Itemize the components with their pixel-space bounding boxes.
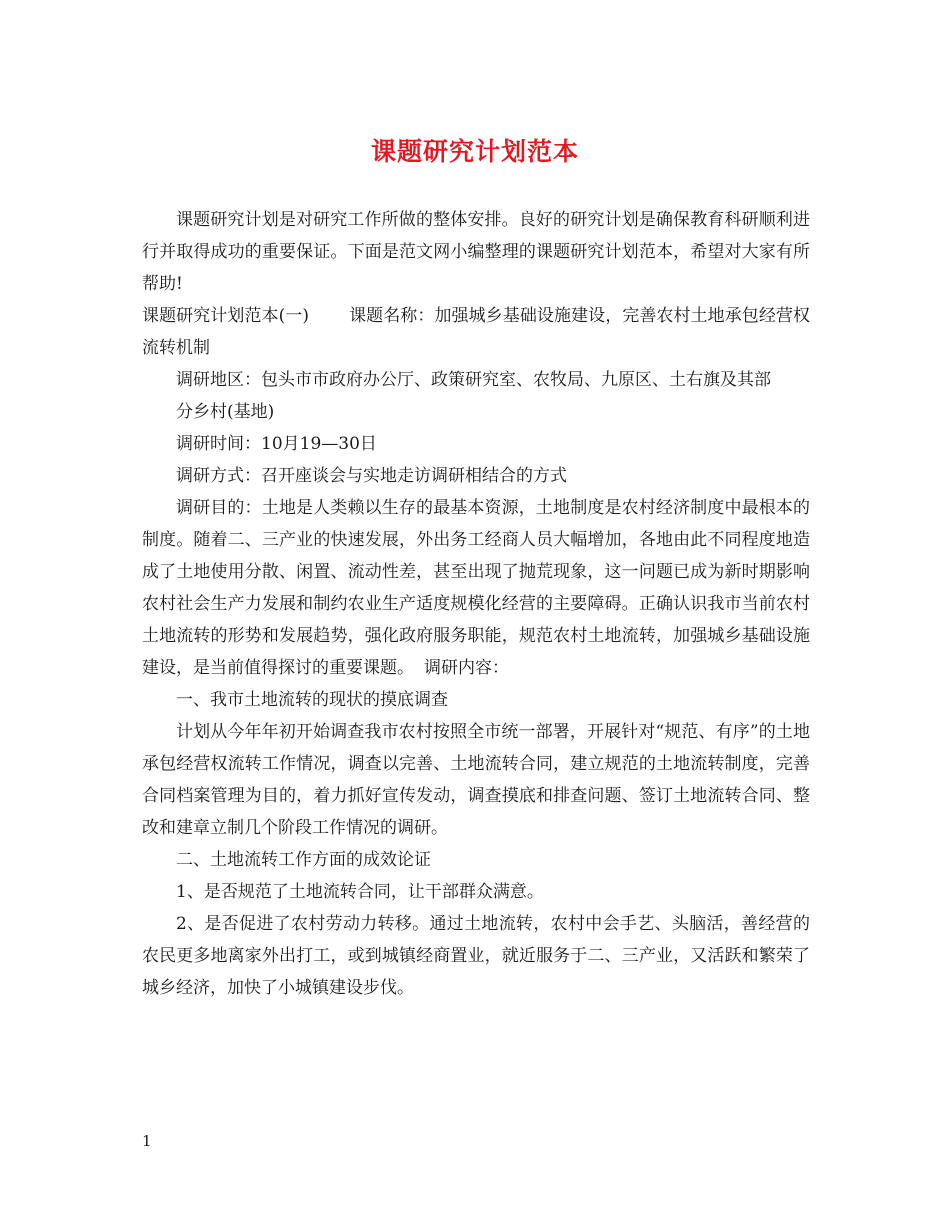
list-item: 2、是否促进了农村劳动力转移。通过土地流转，农村中会手艺、头脑活，善经营的农民更多地离家外出打工，或到城镇经商置业，就近服务于二、三产业，又活跃和繁荣了城乡经济，加快了小城镇建设步伐。 bbox=[142, 914, 810, 998]
section1-title: 一、我市土地流转的现状的摸底调查 bbox=[176, 690, 448, 710]
section2-title: 二、土地流转工作方面的成效论证 bbox=[176, 850, 431, 870]
time-paragraph: 调研时间：10月19—30日 bbox=[176, 434, 377, 454]
page-title: 课题研究计划范本 bbox=[370, 137, 579, 166]
document-body bbox=[142, 204, 810, 1004]
list-item: 1、是否规范了土地流转合同，让干部群众满意。 bbox=[176, 882, 544, 902]
sample-heading-paragraph bbox=[142, 300, 810, 364]
purpose-paragraph bbox=[142, 492, 810, 684]
page-number: 1 bbox=[142, 1132, 152, 1150]
section1-body: 计划从今年年初开始调查我市农村按照全市统一部署，开展针对“规范、有序”的土地承包经营权流转工作情况，调查以完善、土地流转合同，建立规范的土地流转制度，完善合同档案管理为目的，着力抓好宣传发动，调查摸底和排查问题、签订土地流转合同、整改和建章立制几个阶段工作情况的调研。 bbox=[142, 722, 810, 838]
sample-label: 课题研究计划范本(一) bbox=[142, 306, 310, 326]
region-paragraph: 调研地区：包头市市政府办公厅、政策研究室、农牧局、九原区、土右旗及其部 bbox=[176, 370, 771, 390]
region-continuation: 分乡村(基地) bbox=[176, 402, 275, 422]
method-paragraph: 调研方式：召开座谈会与实地走访调研相结合的方式 bbox=[176, 466, 567, 486]
intro-paragraph: 课题研究计划是对研究工作所做的整体安排。良好的研究计划是确保教育科研顺利进行并取得成功的重要保证。下面是范文网小编整理的课题研究计划范本，希望对大家有所帮助! bbox=[142, 210, 810, 294]
topic-name: 课题名称：加强城乡基础设施建设，完善农村土地承包经营权流转机制 bbox=[142, 306, 811, 358]
purpose-text: 调研目的：土地是人类赖以生存的最基本资源，土地制度是农村经济制度中最根本的制度。随着二、三产业的快速发展，外出务工经商人员大幅增加，各地由此不同程度地造成了土地使用分散、闲置、流动性差，甚至出现了抛荒现象，这一问题已成为新时期影响农村社会生产力发展和制约农业生产适度规模化经营的主要障碍。正确认识我市当前农村土地流转的形势和发展趋势，强化政府服务职能，规范农村土地流转，加强城乡基础设施建设，是当前值得探讨的重要课题。 bbox=[142, 498, 810, 678]
content-label: 调研内容： bbox=[424, 658, 509, 678]
